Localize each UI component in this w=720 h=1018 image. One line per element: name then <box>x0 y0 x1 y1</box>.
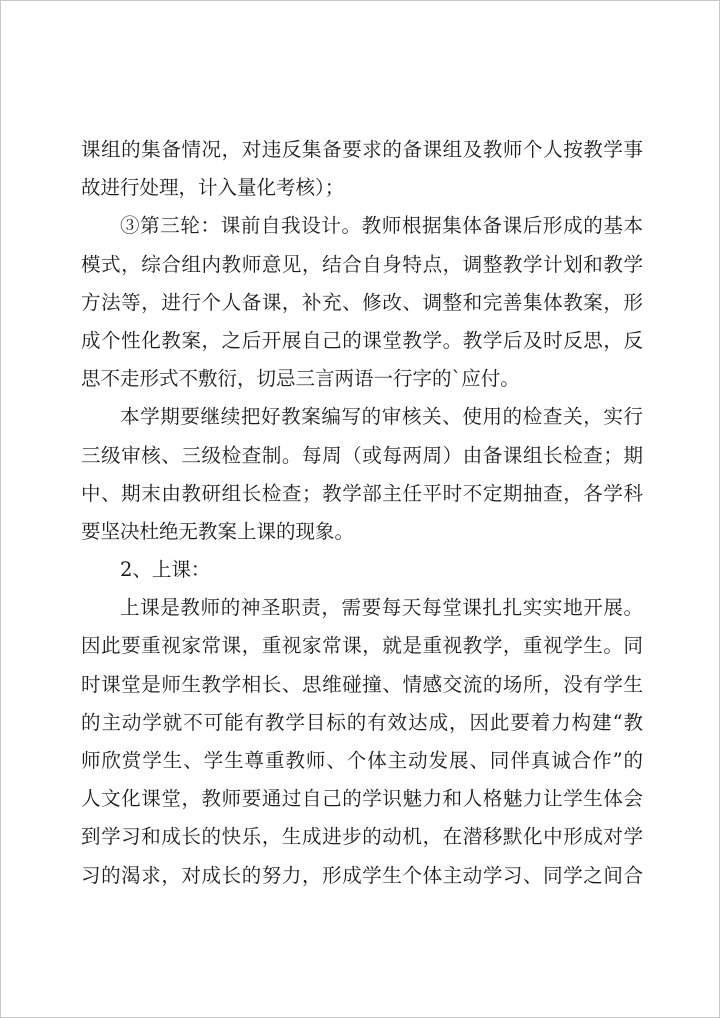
text-line: 到学习和成长的快乐，生成进步的动机，在潜移默化中形成对学 <box>81 825 643 849</box>
text-line: ③第三轮：课前自我设计。教师根据集体备课后形成的基本 <box>120 214 643 238</box>
text-line: 本学期要继续把好教案编写的审核关、使用的检查关，实行 <box>120 405 643 429</box>
text-line: 中、期末由教研组长检查；教学部主任平时不定期抽查，各学科 <box>81 481 643 505</box>
text-line: 三级审核、三级检查制。每周（或每两周）由备课组长检查；期 <box>81 443 643 467</box>
document-body <box>81 131 643 895</box>
text-line: 的主动学就不可能有教学目标的有效达成，因此要着力构建“教 <box>81 710 643 734</box>
text-line: 上课是教师的神圣职责，需要每天每堂课扎扎实实地开展。 <box>120 596 643 620</box>
text-line: 时课堂是师生教学相长、思维碰撞、情感交流的场所，没有学生 <box>81 672 643 696</box>
text-line: 习的渴求，对成长的努力，形成学生个体主动学习、同学之间合 <box>81 863 643 887</box>
text-line: 人文化课堂，教师要通过自己的学识魅力和人格魅力让学生体会 <box>81 787 643 811</box>
text-line: 故进行处理，计入量化考核）； <box>81 176 345 200</box>
text-line: 师欣赏学生、学生尊重教师、个体主动发展、同伴真诚合作”的 <box>81 749 643 772</box>
text-line: 模式，综合组内教师意见，结合自身特点，调整教学计划和教学 <box>81 252 643 276</box>
text-line: 方法等，进行个人备课，补充、修改、调整和完善集体教案，形 <box>81 290 643 314</box>
text-line: 课组的集备情况，对违反集备要求的备课组及教师个人按教学事 <box>81 138 643 161</box>
text-line: 思不走形式不敷衍，切忌三言两语一行字的`应付。 <box>81 367 520 391</box>
text-line: 成个性化教案，之后开展自己的课堂教学。教学后及时反思，反 <box>81 328 643 352</box>
section-heading: 2、上课： <box>120 558 211 582</box>
text-line: 因此要重视家常课，重视家常课，就是重视教学，重视学生。同 <box>81 634 643 658</box>
text-line: 要坚决杜绝无教案上课的现象。 <box>81 519 355 543</box>
